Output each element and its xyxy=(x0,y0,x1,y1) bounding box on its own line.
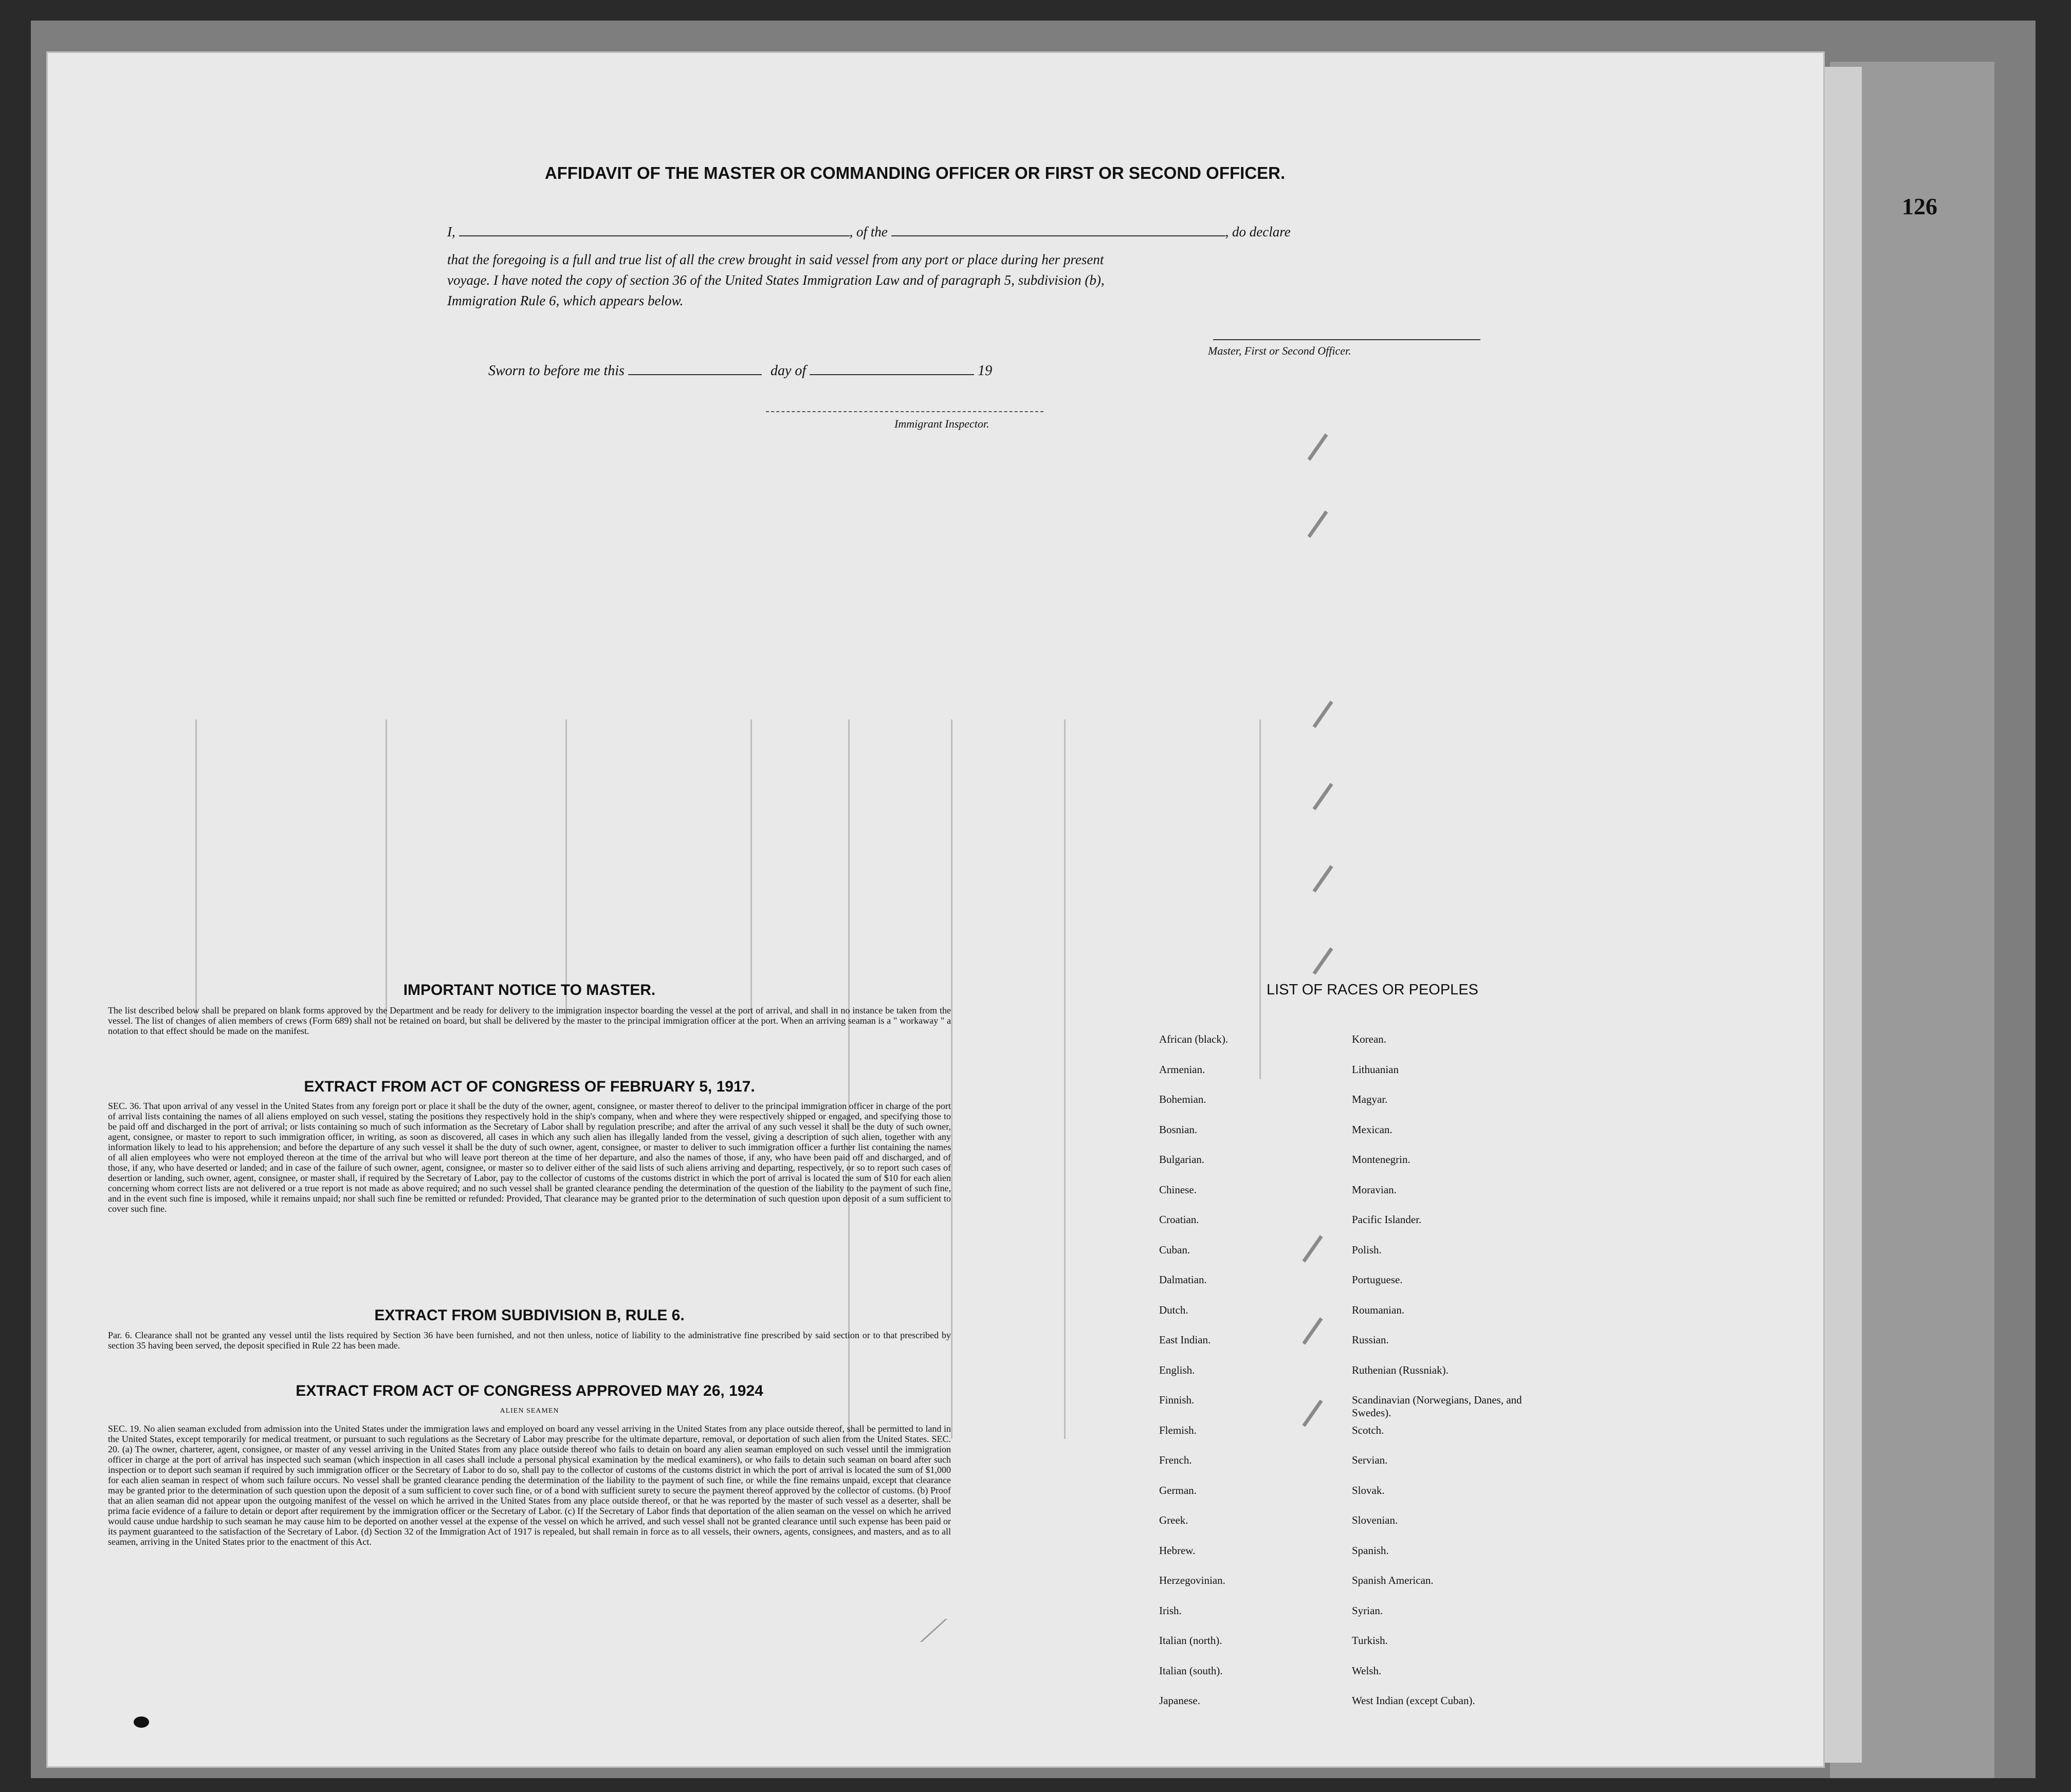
manifest-page xyxy=(46,51,1825,1768)
underlying-page-edge xyxy=(1820,67,1862,1763)
race-item: Dutch. xyxy=(1159,1303,1188,1316)
race-item: Korean. xyxy=(1352,1033,1387,1045)
race-item: Pacific Islander. xyxy=(1352,1213,1422,1226)
race-item: Roumanian. xyxy=(1352,1303,1405,1316)
bleed-through-rule xyxy=(195,719,197,1018)
master-label: Master, First or Second Officer. xyxy=(1208,344,1351,357)
bleed-through-rule xyxy=(1259,719,1261,1079)
name-blank xyxy=(459,235,850,236)
bleed-through-rule xyxy=(386,719,387,1018)
races-left-column xyxy=(1159,1033,1375,1725)
race-item: Cuban. xyxy=(1159,1243,1190,1256)
race-item: Polish. xyxy=(1352,1243,1382,1256)
inspector-label: Immigrant Inspector. xyxy=(894,417,989,430)
race-item: Scandinavian (Norwegians, Danes, and Swedes). xyxy=(1352,1394,1522,1419)
race-item: Finnish. xyxy=(1159,1394,1195,1406)
extract-1924-subtitle: ALIEN SEAMEN xyxy=(500,1407,559,1415)
day-blank xyxy=(628,374,762,375)
page-number: 126 xyxy=(1902,193,1937,219)
sworn-label: Sworn to before me this xyxy=(488,363,625,379)
race-item: Ruthenian (Russniak). xyxy=(1352,1363,1449,1376)
affidavit-of-the: , of the xyxy=(849,224,888,239)
race-item: Mexican. xyxy=(1352,1123,1392,1136)
month-blank xyxy=(810,374,974,375)
inspector-signature-line xyxy=(766,411,1043,412)
extract-1917-title: EXTRACT FROM ACT OF CONGRESS OF FEBRUARY 5, 1917. xyxy=(304,1078,755,1095)
race-item: Herzegovinian. xyxy=(1159,1574,1225,1586)
race-item: Japanese. xyxy=(1159,1694,1200,1707)
race-item: Dalmatian. xyxy=(1159,1273,1207,1286)
race-item: Slovak. xyxy=(1352,1484,1385,1497)
check-mark xyxy=(1312,700,1333,728)
check-mark xyxy=(1312,947,1333,974)
race-item: Greek. xyxy=(1159,1514,1188,1526)
affidavit-i: I, xyxy=(447,224,455,239)
extract-1924-title: EXTRACT FROM ACT OF CONGRESS APPROVED MAY 26, 1924 xyxy=(296,1382,763,1399)
race-item: Portuguese. xyxy=(1352,1273,1403,1286)
master-signature-line xyxy=(1213,339,1480,340)
race-item: Chinese. xyxy=(1159,1183,1197,1196)
race-item: Russian. xyxy=(1352,1334,1389,1346)
race-item: Bosnian. xyxy=(1159,1123,1198,1136)
subdivision-b-title: EXTRACT FROM SUBDIVISION B, RULE 6. xyxy=(374,1307,685,1324)
bleed-through-rule xyxy=(951,719,952,1439)
race-item: Bulgarian. xyxy=(1159,1153,1205,1166)
check-mark xyxy=(1312,865,1333,892)
race-item: Croatian. xyxy=(1159,1213,1199,1226)
race-item: Montenegrin. xyxy=(1352,1153,1410,1166)
day-of-label: day of xyxy=(770,363,807,379)
notice-body: The list described below shall be prepared on blank forms approved by the Department and be ready for delivery to the immigration inspector boarding the vessel at the port of arrival, and shall in no instance be taken from the vessel. The list of changes of alien members of crews (Form 689) shall not be retained on board, but shall be delivered by the master to the principal immigration officer at the port. When an arriving seaman is a " workaway " a notation to that effect should be made on the manifest. xyxy=(108,1005,951,1036)
race-item: Welsh. xyxy=(1352,1664,1382,1677)
race-item: Flemish. xyxy=(1159,1424,1197,1436)
race-item: Scotch. xyxy=(1352,1424,1384,1436)
race-item: Lithuanian xyxy=(1352,1063,1399,1076)
races-title: LIST OF RACES OR PEOPLES xyxy=(1266,982,1479,998)
affidavit-body xyxy=(447,249,1491,311)
race-item: Spanish. xyxy=(1352,1544,1389,1557)
bleed-through-rule xyxy=(750,719,752,1018)
vessel-blank xyxy=(891,235,1225,236)
race-item: Bohemian. xyxy=(1159,1093,1206,1105)
race-item: Turkish. xyxy=(1352,1634,1388,1647)
races-right-column xyxy=(1352,1033,1547,1725)
race-item: Moravian. xyxy=(1352,1183,1397,1196)
race-item: Italian (north). xyxy=(1159,1634,1222,1647)
notice-title: IMPORTANT NOTICE TO MASTER. xyxy=(403,982,656,999)
race-item: African (black). xyxy=(1159,1033,1229,1045)
affidavit-line-2: that the foregoing is a full and true list of all the crew brought in said vessel from any port or place during her present xyxy=(447,252,1104,267)
affidavit-title: AFFIDAVIT OF THE MASTER OR COMMANDING OFFICER OR FIRST OR SECOND OFFICER. xyxy=(544,163,1286,182)
race-item: Servian. xyxy=(1352,1454,1388,1466)
handwritten-mark: ⟋ xyxy=(920,1614,942,1648)
race-item: Magyar. xyxy=(1352,1093,1388,1105)
affidavit-line-4: Immigration Rule 6, which appears below. xyxy=(447,293,684,308)
race-item: Syrian. xyxy=(1352,1604,1383,1617)
race-item: Irish. xyxy=(1159,1604,1182,1617)
affidavit-line-3: voyage. I have noted the copy of section 36 of the United States Immigration Law and of paragraph 5, subdivision (b), xyxy=(447,272,1105,288)
bleed-through-rule xyxy=(565,719,567,1018)
bleed-through-rule xyxy=(1064,719,1066,1439)
subdivision-b-body: Par. 6. Clearance shall not be granted any vessel until the lists required by Section 36 have been furnished, and not then unless, notice of liability to the administrative fine prescribed by said section or to that prescribed by section 35 having been served, the deposit specified in Rule 22 has been made. xyxy=(108,1330,951,1351)
race-item: English. xyxy=(1159,1363,1195,1376)
check-mark xyxy=(1307,510,1328,538)
check-mark xyxy=(1307,433,1328,460)
year-label: 19 xyxy=(978,363,993,379)
race-item: German. xyxy=(1159,1484,1197,1497)
race-item: French. xyxy=(1159,1454,1192,1466)
extract-1917-body: SEC. 36. That upon arrival of any vessel in the United States from any foreign port or place it shall be the duty of the owner, agent, consignee, or master thereof to deliver to the principal immigration officer in charge of the port of arrival lists containing the names of all aliens employed on such vessel, stating the positions they respectively hold in the ship's company, when and where they were respectively shipped or engaged, and specifying those to be paid off and discharged in the port of arrival; or lists containing so much of such information as the Secretary of Labor shall by regulation prescribe; and after the arrival of any such vessel it shall be the duty of such owner, agent, consignee, or master to report to such immigration officer, in writing, as soon as discovered, all cases in which any such alien has illegally landed from the vessel, giving a description of such alien, together with any information likely to lead to his apprehension; and before the departure of any such vessel it shall be the duty of such owner, agent, consignee, or master to deliver to such immigration officer a further list containing the names of all alien employees who were not employed thereon at the time of the arrival but who will leave port thereon at the time of her departure, and also the names of those, if any, who have been paid off and discharged, and of those, if any, who have deserted or landed; and in case of the failure of such owner, agent, consignee, or master so to deliver either of the said lists of such aliens arriving and departing, respectively, or so to report such cases of desertion or landing, such owner, agent, consignee, or master shall, if required by the Secretary of Labor, pay to the collector of customs of the customs district in which the port of arrival is located the sum of $10 for each alien concerning whom correct lists are not delivered or a true report is not made as above required; and no such vessel shall be granted clearance pending the determination of the question of the liability to the payment of such fine, and in the event such fine is imposed, while it remains unpaid; nor shall such fine be remitted or refunded: Provided, That clearance may be granted prior to the determination of such question upon deposit of a sum sufficient to cover such fine. xyxy=(108,1101,951,1214)
race-item: East Indian. xyxy=(1159,1334,1211,1346)
extract-1924-body: SEC. 19. No alien seaman excluded from admission into the United States under the immigration laws and employed on board any vessel arriving in the United States from any place outside thereof, shall be permitted to land in the United States, except temporarily for medical treatment, or pursuant to such regulations as the Secretary of Labor may prescribe for the ultimate departure, removal, or deportation of such alien from the United States. SEC. 20. (a) The owner, charterer, agent, consignee, or master of any vessel arriving in the United States from any place outside thereof who fails to detain on board any alien seaman employed on such vessel until the immigration officer in charge at the port of arrival has inspected such seaman (which inspection in all cases shall include a personal physical examination by the medical examiners), or who fails to detain such seaman on board after such inspection or to deport such seaman if required by such immigration officer or the Secretary of Labor to do so, shall pay to the collector of customs of the customs district in which the port of arrival is located the sum of $1,000 for each alien seaman in respect of whom such failure occurs. No vessel shall be granted clearance pending the determination of the liability to the payment of such fine, or while the fine remains unpaid, except that clearance may be granted prior to the determination of such question upon the deposit of a sum sufficient to cover such fine, or of a bond with sufficient surety to secure the payment thereof approved by the collector of customs. (b) Proof that an alien seaman did not appear upon the outgoing manifest of the vessel on which he arrived in the United States from any place outside thereof, or that he was reported by the master of such vessel as a deserter, shall be prima facie evidence of a failure to detain or deport after requirement by the immigration officer or the Secretary of Labor. (c) If the Secretary of Labor finds that deportation of the alien seaman on the vessel on which he arrived would cause undue hardship to such seaman he may cause him to be deported on another vessel at the expense of the vessel on which he arrived, and such vessel shall not be granted clearance until such expense has been paid or its payment guaranteed to the satisfaction of the Secretary of Labor. (d) Section 32 of the Immigration Act of 1917 is repealed, but shall remain in force as to all vessels, their owners, agents, consignees, and masters, and as to all seamen, arriving in the United States prior to the enactment of this Act. xyxy=(108,1424,951,1547)
affidavit-declare: , do declare xyxy=(1225,224,1291,239)
race-item: Spanish American. xyxy=(1352,1574,1434,1586)
affidavit-line-1 xyxy=(447,224,1491,240)
race-item: Armenian. xyxy=(1159,1063,1205,1076)
race-item: Italian (south). xyxy=(1159,1664,1223,1677)
check-mark xyxy=(1312,783,1333,810)
sworn-line xyxy=(488,363,992,379)
race-item: West Indian (except Cuban). xyxy=(1352,1694,1475,1707)
race-item: Hebrew. xyxy=(1159,1544,1196,1557)
race-item: Slovenian. xyxy=(1352,1514,1398,1526)
ink-blot xyxy=(134,1716,149,1728)
